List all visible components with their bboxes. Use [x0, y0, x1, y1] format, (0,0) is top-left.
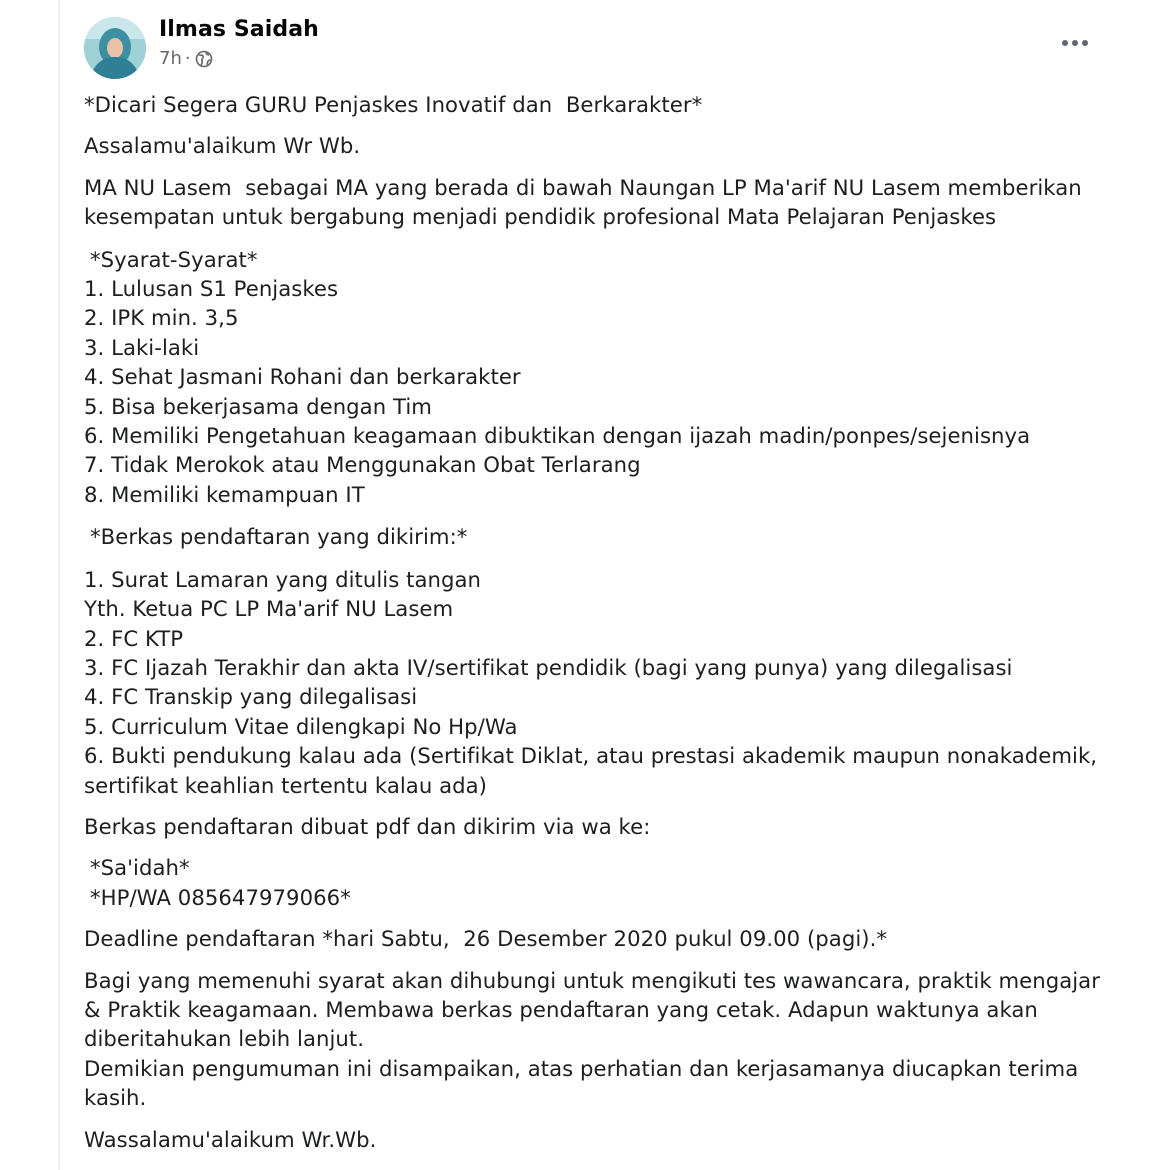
divider — [58, 0, 60, 1170]
contact-name: *Sa'idah* — [90, 855, 190, 881]
closing-line: Bagi yang memenuhi syarat akan dihubungi untuk mengikuti tes wawancara, praktik mengajar — [84, 967, 1100, 993]
closing-line: diberitahukan lebih lanjut. — [84, 1026, 365, 1052]
list-item: 2. IPK min. 3,5 — [84, 305, 239, 331]
deadline: Deadline pendaftaran *hari Sabtu, 26 Desember 2020 pukul 09.00 (pagi).* — [84, 926, 888, 952]
berkas-heading: *Berkas pendaftaran yang dikirim:* — [90, 524, 468, 550]
list-item: 5. Curriculum Vitae dilengkapi No Hp/Wa — [84, 713, 518, 739]
more-options-icon[interactable] — [1058, 28, 1092, 58]
list-item: 6. Bukti pendukung kalau ada (Sertifikat Diklat, atau prestasi akademik maupun nonakademik, — [84, 743, 1098, 769]
post-time[interactable]: 7h — [159, 48, 182, 69]
syarat-heading: *Syarat-Syarat* — [90, 246, 258, 272]
closing-line: kasih. — [84, 1085, 147, 1111]
list-item: 6. Memiliki Pengetahuan keagamaan dibuktikan dengan ijazah madin/ponpes/sejenisnya — [84, 423, 1031, 449]
list-item: 4. FC Transkip yang dilegalisasi — [84, 684, 418, 710]
list-item: 8. Memiliki kemampuan IT — [84, 481, 365, 507]
signoff: Wassalamu'alaikum Wr.Wb. — [84, 1126, 377, 1152]
avatar-image — [84, 17, 146, 79]
contact-phone: *HP/WA 085647979066* — [90, 884, 351, 910]
list-item: 5. Bisa bekerjasama dengan Tim — [84, 393, 432, 419]
list-item: 3. FC Ijazah Terakhir dan akta IV/sertifikat pendidik (bagi yang punya) yang dilegalisasi — [84, 654, 1013, 680]
author-name[interactable]: Ilmas Saidah — [159, 17, 319, 42]
greeting: Assalamu'alaikum Wr Wb. — [84, 133, 361, 159]
avatar[interactable] — [84, 17, 146, 79]
list-item: 4. Sehat Jasmani Rohani dan berkarakter — [84, 364, 521, 390]
list-item: 2. FC KTP — [84, 625, 184, 651]
list-item: 1. Lulusan S1 Penjaskes — [84, 276, 339, 302]
list-item: sertifikat keahlian tertentu kalau ada) — [84, 772, 487, 798]
closing-line: & Praktik keagamaan. Membawa berkas pendaftaran yang cetak. Adapun waktunya akan — [84, 996, 1038, 1022]
globe-icon[interactable] — [195, 50, 213, 68]
meta-separator: · — [184, 48, 191, 69]
list-item: 1. Surat Lamaran yang ditulis tangan — [84, 566, 481, 592]
closing-line: Demikian pengumuman ini disampaikan, atas perhatian dan kerjasamanya diucapkan terima — [84, 1055, 1079, 1081]
list-item: 3. Laki-laki — [84, 334, 200, 360]
intro-line: kesempatan untuk bergabung menjadi pendidik profesional Mata Pelajaran Penjaskes — [84, 204, 997, 230]
list-item: Yth. Ketua PC LP Ma'arif NU Lasem — [84, 596, 454, 622]
post-body — [84, 90, 1114, 1154]
intro-line: MA NU Lasem sebagai MA yang berada di bawah Naungan LP Ma'arif NU Lasem memberikan — [84, 174, 1082, 200]
post-meta — [159, 48, 213, 69]
send-instructions: Berkas pendaftaran dibuat pdf dan dikirim via wa ke: — [84, 813, 651, 839]
post-title: *Dicari Segera GURU Penjaskes Inovatif dan Berkarakter* — [84, 92, 703, 117]
list-item: 7. Tidak Merokok atau Menggunakan Obat Terlarang — [84, 452, 641, 478]
